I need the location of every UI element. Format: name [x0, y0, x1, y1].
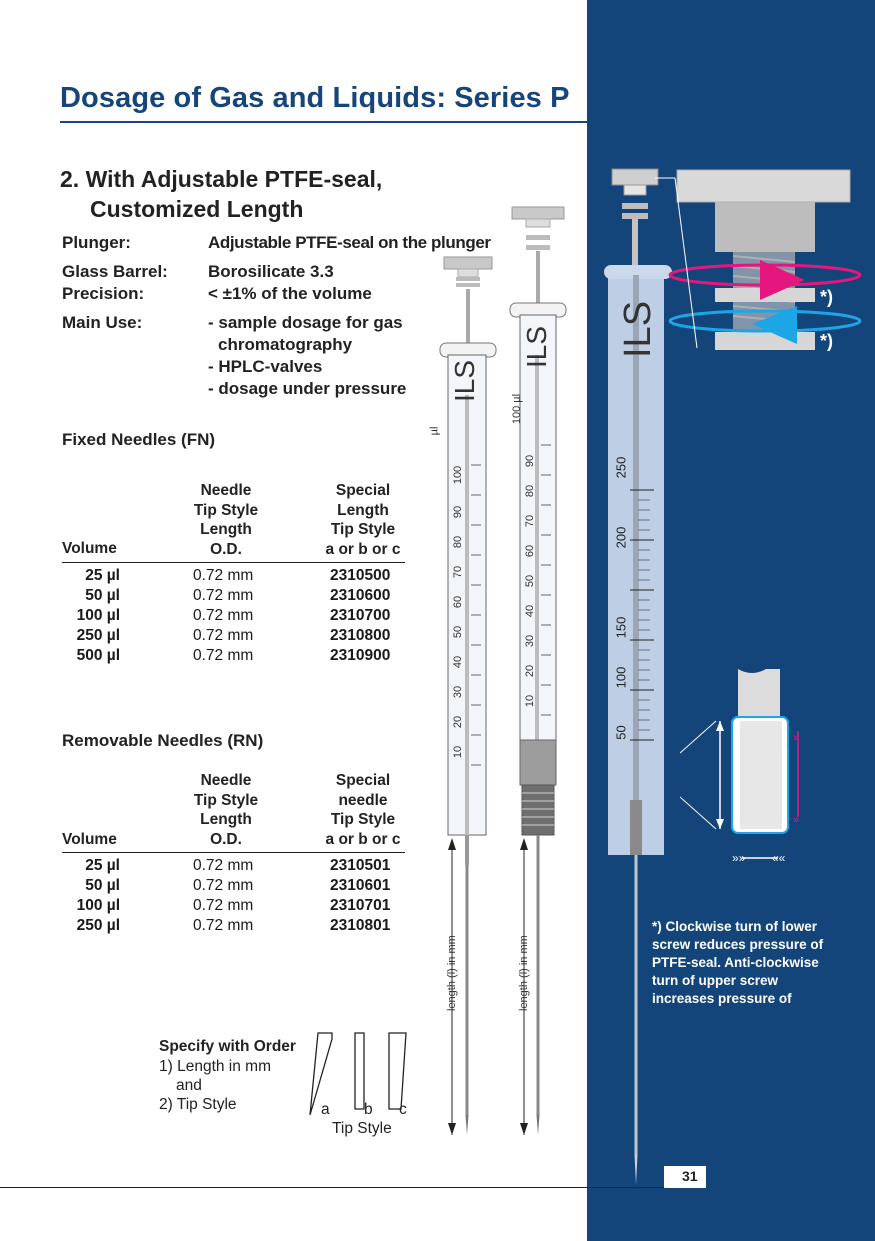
table-row: 250 µl 0.72 mm 2310801 [76, 917, 391, 934]
length-label-fn: length (l) in mm [446, 935, 458, 1011]
screw-detail [655, 168, 865, 368]
spec-label: Glass Barrel: [62, 262, 168, 281]
order-heading: Specify with Order [159, 1038, 296, 1055]
tip-style-caption: Tip Style [332, 1120, 392, 1137]
spec-label: Precision: [62, 284, 145, 303]
table-row: 250 µl 0.72 mm 2310800 [76, 627, 391, 644]
svg-text:««: «« [772, 851, 786, 865]
scale-unit: 100 µl [511, 393, 524, 425]
syringe-fn: ILS µl 10 20 30 40 50 60 70 80 90 100 length (l) in mm [438, 255, 498, 1140]
page-title: Dosage of Gas and Liquids: Series P [60, 82, 570, 114]
title-rule [60, 121, 630, 123]
order-line: 1) Length in mm [159, 1058, 271, 1075]
spec-value: chromatography [218, 335, 353, 354]
column-header-special: Special needle Tip Style a or b or c [325, 772, 401, 848]
brand-logo-large: ILS [617, 300, 659, 358]
removable-needles-heading: Removable Needles (RN) [62, 731, 264, 750]
brand-logo-rn: ILS [521, 325, 552, 368]
section-subheading: Customized Length [90, 196, 304, 222]
seal-detail [680, 665, 820, 865]
column-header-needle: Needle Tip Style Length O.D. [193, 772, 259, 848]
syringe-large: ILS 50 100 150 200 250 [600, 165, 675, 1190]
tip-c-sketch [389, 1033, 406, 1109]
order-line: and [176, 1077, 202, 1094]
tip-label-c: c [399, 1101, 407, 1118]
fixed-needles-table [62, 566, 405, 666]
column-header-needle: Needle Tip Style Length O.D. [193, 482, 259, 558]
section-heading: 2. With Adjustable PTFE-seal, [60, 166, 383, 192]
tip-b-sketch [355, 1033, 364, 1109]
spec-value: < ±1% of the volume [208, 284, 372, 303]
table-row: 100 µl 0.72 mm 2310700 [76, 607, 391, 624]
column-header-special: Special Length Tip Style a or b or c [325, 482, 401, 558]
fixed-needles-heading: Fixed Needles (FN) [62, 430, 216, 449]
table-row: 50 µl 0.72 mm 2310601 [85, 877, 391, 894]
order-line: 2) Tip Style [159, 1096, 237, 1113]
spec-value: - dosage under pressure [208, 379, 407, 398]
length-label-rn: length (l) in mm [518, 935, 530, 1011]
tip-label-b: b [364, 1101, 373, 1118]
brand-logo-fn: ILS [449, 359, 480, 402]
table-row: 500 µl 0.72 mm 2310900 [76, 647, 391, 664]
page-number: 31 [682, 1168, 698, 1184]
table-rule [62, 852, 405, 853]
spec-value: Adjustable PTFE-seal on the plunger [208, 233, 491, 252]
column-header-volume: Volume [62, 540, 117, 557]
spec-value: - sample dosage for gas [208, 313, 403, 332]
spec-label: Main Use: [62, 313, 143, 332]
table-row: 25 µl 0.72 mm 2310500 [85, 567, 391, 584]
removable-needles-table [62, 856, 405, 936]
table-row: 25 µl 0.72 mm 2310501 [85, 857, 391, 874]
spec-value: Borosilicate 3.3 [208, 262, 334, 281]
svg-text:»: » [793, 732, 800, 744]
upper-screw-marker: *) [820, 287, 833, 307]
tip-label-a: a [321, 1101, 330, 1118]
lower-screw-marker: *) [820, 331, 833, 351]
spec-label: Plunger: [62, 233, 131, 252]
table-row: 50 µl 0.72 mm 2310600 [85, 587, 391, 604]
table-row: 100 µl 0.72 mm 2310701 [76, 897, 391, 914]
column-header-volume: Volume [62, 831, 117, 848]
table-rule [62, 562, 405, 563]
syringe-rn: ILS 100 µl 10 20 30 40 50 60 70 80 90 length (l) in mm [508, 205, 568, 1140]
footer-rule [0, 1187, 705, 1188]
svg-text:»: » [793, 814, 800, 826]
svg-text:»»: »» [732, 851, 746, 865]
spec-value: - HPLC-valves [208, 357, 323, 376]
scale-unit: µl [428, 426, 441, 436]
footnote: *) Clockwise turn of lower screw reduces pressure of PTFE-seal. Anti-clockwise turn of upper screw increases pressure of [652, 919, 824, 1006]
